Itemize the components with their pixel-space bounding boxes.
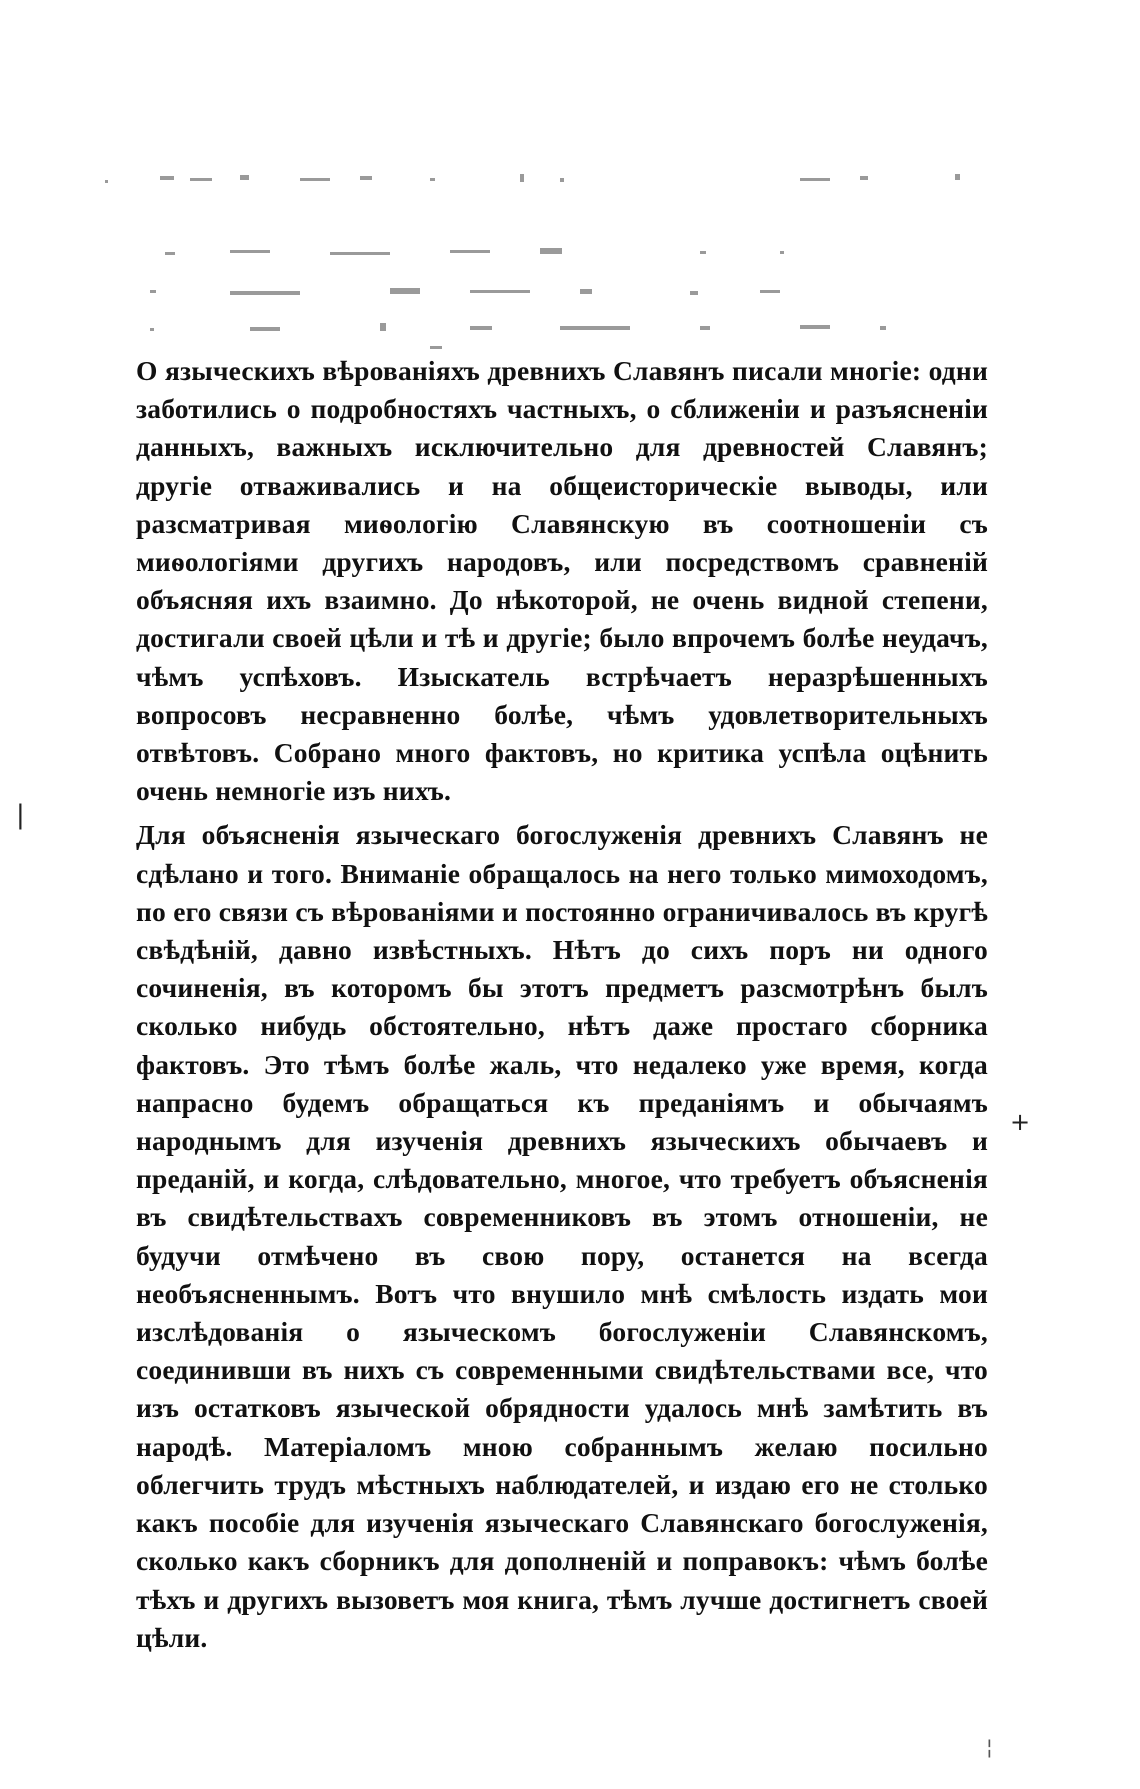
paragraph-2: Для объясненія языческаго богослуженія древнихъ Славянъ не сдѣлано и того. Вниманіе обращалось на него только мимоходомъ, по его связи съ вѣрованіями и постоянно ограничивалось въ кругѣ свѣдѣній, давно извѣстныхъ. Нѣтъ до сихъ поръ ни одного сочиненія, въ которомъ бы этотъ предметъ разсмотрѣнъ былъ сколько нибудь обстоятельно, нѣтъ даже простаго сборника фактовъ. Это тѣмъ болѣе жаль, что недалеко уже время, когда напрасно будемъ обращаться къ преданіямъ и обычаямъ народнымъ для изученія древнихъ языческихъ обычаевъ и преданій, и когда, слѣдовательно, многое, что требуетъ объясненія въ свидѣтельствахъ современниковъ въ этомъ отношеніи, не будучи отмѣчено въ свою пору, останется на всегда необъясненнымъ. Вотъ что внушило мнѣ смѣлость издать мои изслѣдованія о языческомъ богослуженіи Славянскомъ, соединивши въ нихъ съ современными свидѣтельствами все, что изъ остатковъ языческой обрядности удалось мнѣ замѣтить въ народѣ. Матеріаломъ мною собраннымъ желаю посильно облегчить трудъ мѣстныхъ наблюдателей, и издаю его не столько какъ пособіе для изученія языческаго Славянскаго богослуженія, сколько какъ сборникъ для дополненій и поправокъ: чѣмъ болѣе тѣхъ и другихъ вызоветъ моя книга, тѣмъ лучше достигнетъ своей цѣли.	[136, 819, 988, 1653]
paragraph-1: О языческихъ вѣрованіяхъ древнихъ Славянъ писали многіе: одни заботились о подробностяхъ частныхъ, о сближеніи и разъясненіи данныхъ, важныхъ исключительно для древностей Славянъ; другіе отваживались и на общеисторическіе выводы, или разсматривая миѳологію Славянскую въ соотношеніи съ миѳологіями другихъ народовъ, или посредствомъ сравненій объясняя ихъ взаимно. До нѣкоторой, не очень видной степени, достигали своей цѣли и тѣ и другіе; было впрочемъ болѣе неудачъ, чѣмъ успѣховъ. Изыскатель встрѣчаетъ неразрѣшенныхъ вопросовъ несравненно болѣе, чѣмъ удовлетворительныхъ отвѣтовъ. Собрано много фактовъ, но критика успѣла оцѣнить очень немногіе изъ нихъ.	[136, 355, 988, 807]
bleed-through-noise	[0, 0, 1140, 360]
margin-mark-left: |	[16, 800, 25, 830]
body-text	[136, 352, 988, 1657]
margin-mark-right: +	[1010, 1108, 1031, 1136]
margin-mark-bottom: ¦	[986, 1735, 993, 1759]
